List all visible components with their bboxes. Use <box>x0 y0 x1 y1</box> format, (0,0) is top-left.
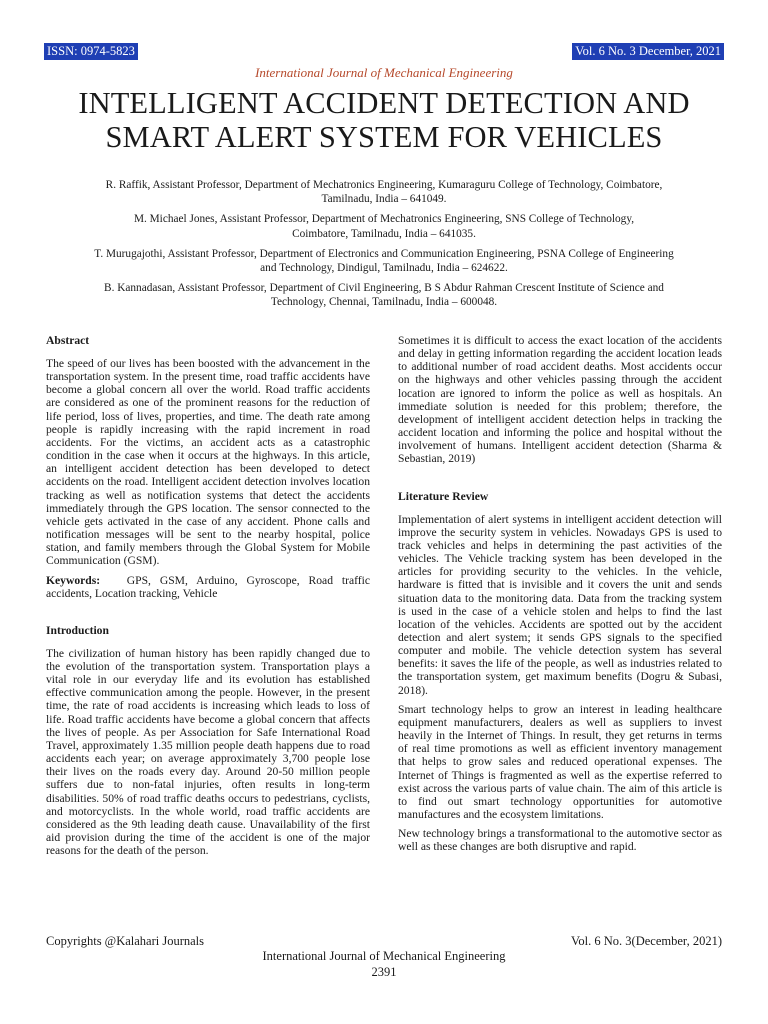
author-line: R. Raffik, Assistant Professor, Department of Mechatronics Engineering, Kumaraguru College of Technology, Coimbatore, <box>105 179 663 191</box>
introduction-heading: Introduction <box>46 623 109 637</box>
author-line: Coimbatore, Tamilnadu, India – 641035. <box>292 227 476 240</box>
author-line: T. Murugajothi, Assistant Professor, Department of Electronics and Communication Engineering, PSNA College of Engineering <box>94 247 674 260</box>
issn-badge: ISSN: 0974-5823 <box>44 43 138 60</box>
paper-title <box>30 86 738 154</box>
literature-review-heading: Literature Review <box>398 489 489 503</box>
left-column <box>46 334 370 863</box>
abstract-heading: Abstract <box>46 334 90 347</box>
author-line: Technology, Chennai, Tamilnadu, India – 600048. <box>270 296 498 309</box>
literature-review-paragraph: New technology brings a transformational to the automotive sector as well as these changes are both disruptive and rapid. <box>398 827 722 854</box>
author-affiliation <box>40 281 728 309</box>
footer-volume: Vol. 6 No. 3(December, 2021) <box>571 934 722 948</box>
literature-review-paragraph: Implementation of alert systems in intelligent accident detection will improve the security system in vehicles. Nowadays GPS is used to track vehicles and helps in determining the past activities of the vehicles. The Vehicle tracking system has been developed in the articles for providing security to the vehicles. In the vehicle, hardware is fitted that is invisible and it covers the unit and sends situation data to the monitoring data. Data from the tracking system is used in the case of a vehicle stolen and helps to find the last location of the vehicles. Accidents are spotted out by the accident detection and alert system; it sends GPS signals to the specified computer and mobile. The vehicle detection system has several benefits: it saves the life of the people, as well as industries related to the transportation system, get maximum benefits (Dogru & Subasi, 2018). <box>398 512 722 697</box>
author-affiliation <box>40 178 728 206</box>
author-line: Tamilnadu, India – 641049. <box>321 193 447 206</box>
paper-title-line-2: SMART ALERT SYSTEM FOR VEHICLES <box>105 120 663 154</box>
keywords-text: GPS, GSM, Arduino, Gyroscope, Road traffic accidents, Location tracking, Vehicle <box>46 573 370 600</box>
footer-journal-name: International Journal of Mechanical Engineering <box>262 949 506 963</box>
page-number: 2391 <box>371 965 397 979</box>
author-affiliation <box>40 212 728 240</box>
right-column <box>398 334 722 859</box>
paper-title-line-1: INTELLIGENT ACCIDENT DETECTION AND <box>78 86 690 120</box>
footer-copyright: Copyrights @Kalahari Journals <box>46 934 205 948</box>
keywords <box>46 574 370 600</box>
introduction-continued-text: Sometimes it is difficult to access the exact location of the accidents and delay in getting information regarding the accident location leads to additional number of road accident deaths. Most accidents occur on the highways and other vehicles passing through the accident location are ignored to inform the police as well as hospitals. An immediate solution is needed for this problem; therefore, the development of intelligent accident detection helps in tracking the accident location and informing the police and hospital without the involvement of humans. Intelligent accident detection (Sharma & Sebastian, 2019) <box>398 334 722 466</box>
author-line: and Technology, Dindigul, Tamilnadu, India – 624622. <box>260 262 508 275</box>
literature-review-paragraph: Smart technology helps to grow an interest in leading healthcare equipment manufacturers, dealers as well as suppliers to invest heavily in the Internet of Things. In result, they get returns in terms of real time promotions as well as efficient inventory management that helps to grow sales and reduced operational expenses. The Internet of Things is fragmented as well as the expertise referred to exist across the various parts of value chain. The aim of this article is to find out smart technology opportunities for automotive manufactures and the ecosystem limitations. <box>398 702 722 821</box>
abstract-text: The speed of our lives has been boosted with the advancement in the transportation system. In the present time, road traffic accidents have become a global concern all over the world. Road traffic accidents are considered as one of the prominent reasons for the reduction of life period, loss of lives, properties, and time. The death rate among people is rapidly increasing with the rapid increment in road accidents. For the victims, an accident acts as a catastrophic condition in the case when it occurs at the highways. In this article, an intelligent accident detection has been developed to detect accidents on the road. Intelligent accident detection involves location tracking as well as notification systems that detect the accidents immediately through the GPS location. The sensor connected to the vehicle gets activated in the case of any accident. Phone calls and notification messages will be sent to the nearby hospital, police station, and family members through the Global System for Mobile Communication (GSM). <box>46 357 370 568</box>
author-affiliation <box>40 247 728 275</box>
author-line: M. Michael Jones, Assistant Professor, Department of Mechatronics Engineering, SNS College of Technology, <box>133 213 635 226</box>
volume-badge: Vol. 6 No. 3 December, 2021 <box>572 43 724 60</box>
author-line: B. Kannadasan, Assistant Professor, Department of Civil Engineering, B S Abdur Rahman Crescent Institute of Science and <box>104 282 664 295</box>
author-list <box>40 178 728 316</box>
keywords-label: Keywords: <box>46 573 101 587</box>
journal-name: International Journal of Mechanical Engineering <box>255 65 513 80</box>
introduction-text: The civilization of human history has been rapidly changed due to the evolution of the transportation system. Transportation plays a vital role in our everyday life and its evolution has established effective communication among the people. However, in the present time, the rate of road accidents is increasing which leads to loss of life. Road traffic accidents have become a global concern that affects the lives of people. As per Association for Safe International Road Travel, approximately 1.35 million people death happens due to road accidents each year; on average approximately 3,700 people lose their lives on the roads every day. Around 20-50 million people suffers due to non-fatal injuries, often results in long-term disabilities. 50% of road traffic deaths occurs to pedestrians, cyclists, and motorcyclists. In the whole world, road traffic accidents are considered as the 9th leading death cause. Unavailability of the first aid provision during the time of the accident is one of the major reasons for the death of the person. <box>46 646 370 858</box>
